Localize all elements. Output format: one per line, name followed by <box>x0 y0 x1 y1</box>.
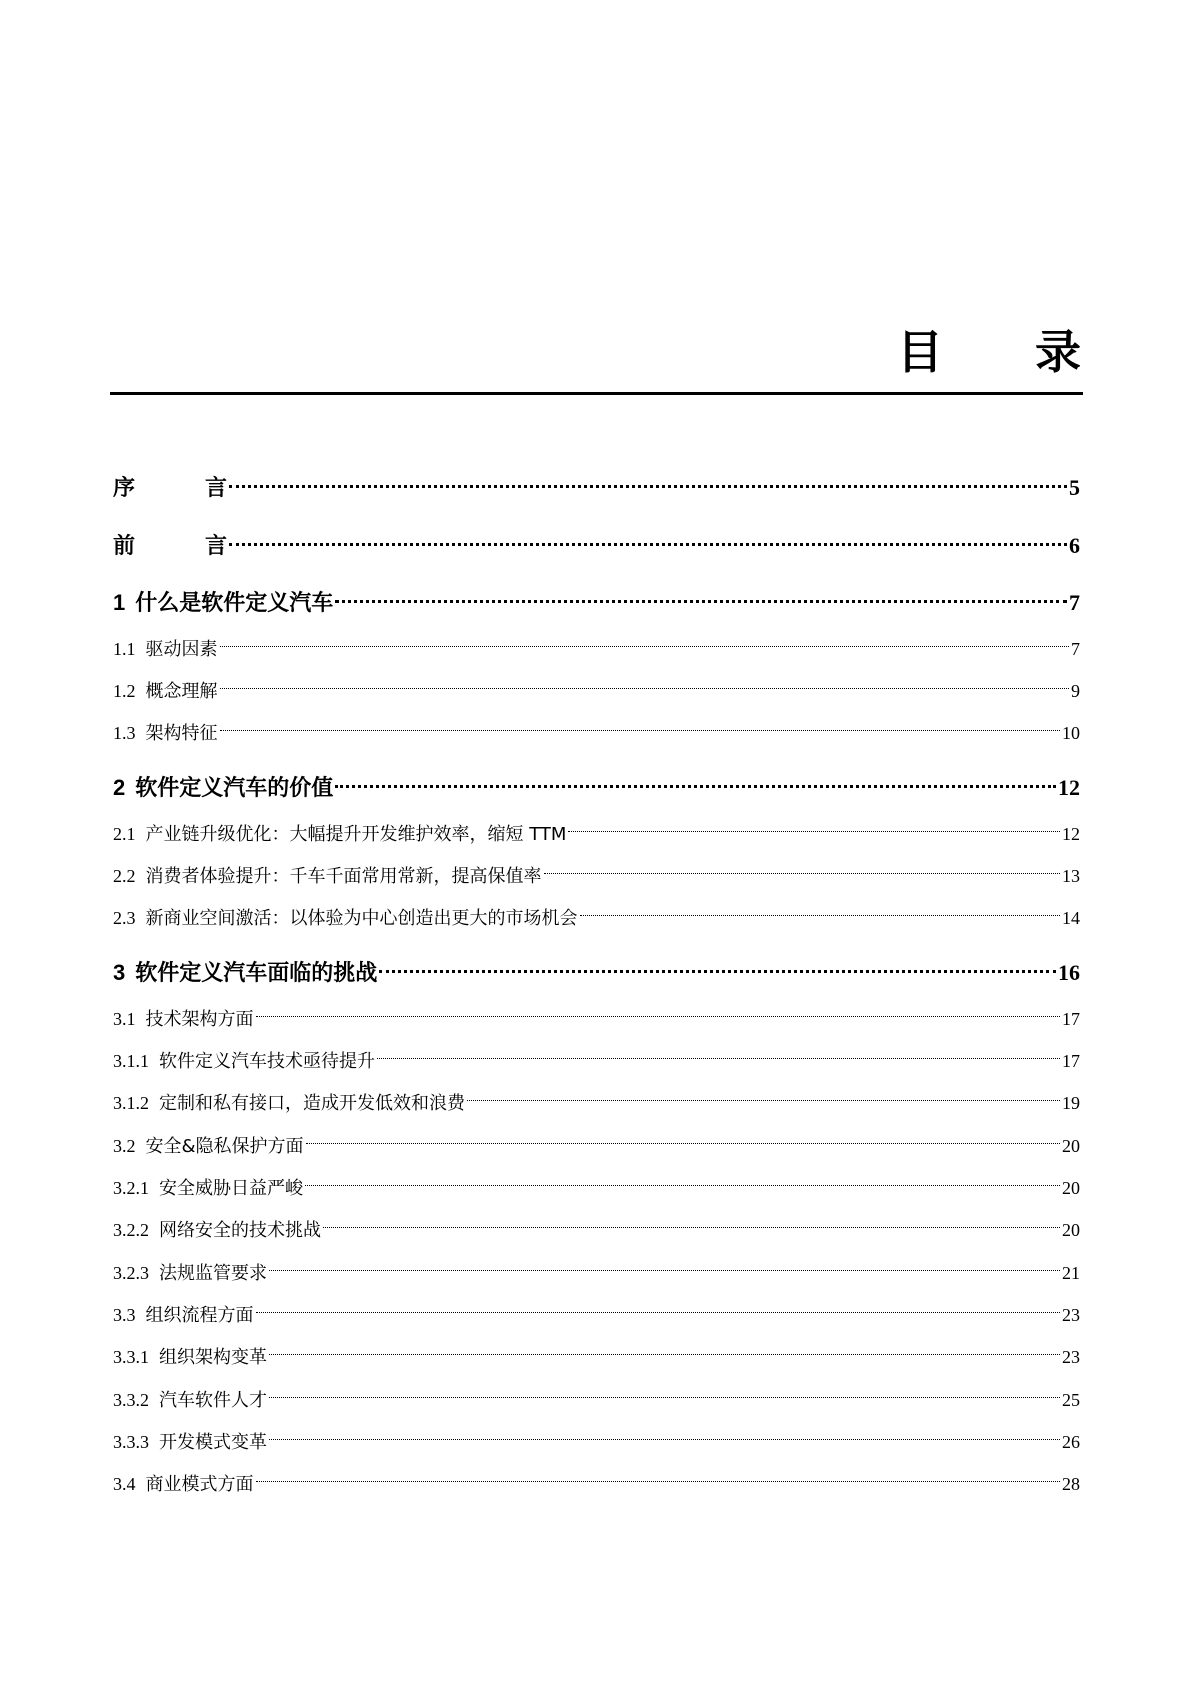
toc-entry-number: 1.2 <box>113 681 136 701</box>
toc-section-entry[interactable] <box>113 1077 1080 1114</box>
toc-dot-leader <box>269 1247 1060 1279</box>
toc-page-number: 20 <box>1062 1136 1080 1156</box>
toc-page-number: 21 <box>1062 1263 1080 1283</box>
toc-section-entry[interactable] <box>113 892 1080 929</box>
toc-section-entry[interactable] <box>113 1035 1080 1072</box>
toc-page-number: 23 <box>1062 1347 1080 1367</box>
toc-section-entry[interactable] <box>113 1458 1080 1495</box>
toc-dot-leader <box>220 665 1070 697</box>
toc-dot-leader <box>467 1077 1060 1109</box>
toc-page-number: 23 <box>1062 1305 1080 1325</box>
toc-page-number: 26 <box>1062 1432 1080 1452</box>
toc-entry-label: 什么是软件定义汽车 <box>135 591 334 616</box>
toc-entry-number: 1 <box>113 590 126 615</box>
toc-section-entry[interactable] <box>113 993 1080 1030</box>
toc-dot-leader <box>335 578 1067 610</box>
toc-entry-number: 3.1.1 <box>113 1051 149 1071</box>
toc-entry-label: 汽车软件人才 <box>159 1390 267 1411</box>
toc-entry-number: 3.1.2 <box>113 1093 149 1113</box>
toc-entry-label: 软件定义汽车的价值 <box>135 776 334 801</box>
toc-entry-label: 序 言 <box>113 476 252 501</box>
toc-entry-number: 3.3.1 <box>113 1347 149 1367</box>
toc-page-number: 16 <box>1058 960 1080 985</box>
toc-page-number: 28 <box>1062 1474 1080 1494</box>
toc-page-number: 20 <box>1062 1178 1080 1198</box>
toc-entry-label: 前 言 <box>113 534 252 559</box>
toc-section-entry[interactable] <box>113 1247 1080 1284</box>
toc-chapter-entry[interactable] <box>113 578 1080 616</box>
toc-entry-label: 驱动因素 <box>145 639 218 660</box>
toc-page-number: 20 <box>1062 1220 1080 1240</box>
toc-page-number: 9 <box>1071 681 1080 701</box>
toc-entry-label: 组织流程方面 <box>145 1305 254 1326</box>
toc-entry-number: 3.3 <box>113 1305 136 1325</box>
toc-section-entry[interactable] <box>113 1374 1080 1411</box>
toc-entry-number: 3.2.1 <box>113 1178 149 1198</box>
toc-page-number: 10 <box>1062 723 1080 743</box>
toc-dot-leader <box>580 892 1061 924</box>
toc-page-number: 25 <box>1062 1390 1080 1410</box>
toc-entry-label: 软件定义汽车面临的挑战 <box>135 961 378 986</box>
toc-entry-label: 法规监管要求 <box>159 1263 267 1284</box>
toc-entry-number: 3.2.3 <box>113 1263 149 1283</box>
toc-section-entry[interactable] <box>113 1162 1080 1199</box>
toc-dot-leader <box>269 1331 1060 1363</box>
toc-page-number: 7 <box>1071 639 1080 659</box>
toc-dot-leader <box>379 948 1056 980</box>
toc-entry-number: 3.2.2 <box>113 1220 149 1240</box>
toc-dot-leader <box>568 808 1060 840</box>
toc-entry-label: 产业链升级优化：大幅提升开发维护效率，缩短 TTM <box>145 824 567 845</box>
toc-entry-number: 2.3 <box>113 908 136 928</box>
toc-dot-leader <box>377 1035 1060 1067</box>
toc-dot-leader <box>220 707 1061 739</box>
toc-page-number: 14 <box>1062 908 1080 928</box>
toc-entry-number: 3.3.3 <box>113 1432 149 1452</box>
toc-page-number: 7 <box>1069 590 1080 615</box>
toc-entry-label: 新商业空间激活：以体验为中心创造出更大的市场机会 <box>145 908 578 929</box>
toc-section-entry[interactable] <box>113 623 1080 660</box>
toc-entry-number: 1.3 <box>113 723 136 743</box>
toc-dot-leader <box>306 1120 1060 1152</box>
toc-page-number: 17 <box>1062 1009 1080 1029</box>
toc-page-number: 6 <box>1069 533 1080 558</box>
toc-dot-leader <box>305 1162 1060 1194</box>
toc-dot-leader <box>229 463 1067 495</box>
toc-entry-number: 2.2 <box>113 866 136 886</box>
toc-dot-leader <box>269 1416 1060 1448</box>
toc-entry-label: 软件定义汽车技术亟待提升 <box>159 1051 375 1072</box>
toc-dot-leader <box>229 521 1067 553</box>
toc-dot-leader <box>220 623 1070 655</box>
toc-page-number: 12 <box>1062 824 1080 844</box>
toc-dot-leader <box>544 850 1061 882</box>
toc-entry-label: 商业模式方面 <box>145 1474 254 1495</box>
toc-entry-label: 安全&隐私保护方面 <box>145 1136 304 1157</box>
toc-section-entry[interactable] <box>113 1120 1080 1157</box>
toc-section-entry[interactable] <box>113 1289 1080 1326</box>
toc-entry-label: 架构特征 <box>145 723 218 744</box>
toc-entry-label: 定制和私有接口，造成开发低效和浪费 <box>159 1093 465 1114</box>
toc-dot-leader <box>335 763 1056 795</box>
toc-entry-label: 组织架构变革 <box>159 1347 267 1368</box>
toc-entry-label: 开发模式变革 <box>159 1432 267 1453</box>
toc-page-number: 13 <box>1062 866 1080 886</box>
toc-chapter-entry[interactable] <box>113 763 1080 801</box>
toc-dot-leader <box>323 1204 1060 1236</box>
toc-section-entry[interactable] <box>113 665 1080 702</box>
table-of-contents <box>113 0 1080 1683</box>
toc-page-number: 5 <box>1069 475 1080 500</box>
toc-page-number: 17 <box>1062 1051 1080 1071</box>
toc-dot-leader <box>256 1289 1061 1321</box>
toc-section-entry[interactable] <box>113 707 1080 744</box>
toc-section-entry[interactable] <box>113 1204 1080 1241</box>
toc-chapter-entry[interactable] <box>113 463 1080 501</box>
toc-chapter-entry[interactable] <box>113 521 1080 559</box>
toc-entry-label: 安全威胁日益严峻 <box>159 1178 303 1199</box>
toc-section-entry[interactable] <box>113 1331 1080 1368</box>
toc-entry-number: 2.1 <box>113 824 136 844</box>
toc-entry-label: 网络安全的技术挑战 <box>159 1220 321 1241</box>
toc-section-entry[interactable] <box>113 850 1080 887</box>
toc-entry-number: 3.4 <box>113 1474 136 1494</box>
toc-dot-leader <box>256 1458 1061 1490</box>
toc-entry-number: 2 <box>113 775 126 800</box>
page-title: 目 录 <box>896 325 1119 379</box>
toc-page-number: 12 <box>1058 775 1080 800</box>
toc-entry-number: 3.2 <box>113 1136 136 1156</box>
toc-section-entry[interactable] <box>113 808 1080 845</box>
toc-chapter-entry[interactable] <box>113 948 1080 986</box>
toc-entry-label: 概念理解 <box>145 681 218 702</box>
toc-entry-label: 技术架构方面 <box>145 1009 254 1030</box>
toc-entry-number: 3.1 <box>113 1009 136 1029</box>
toc-page-number: 19 <box>1062 1093 1080 1113</box>
toc-dot-leader <box>269 1374 1060 1406</box>
toc-entry-number: 3 <box>113 960 126 985</box>
toc-section-entry[interactable] <box>113 1416 1080 1453</box>
toc-entry-number: 1.1 <box>113 639 136 659</box>
toc-dot-leader <box>256 993 1061 1025</box>
toc-entry-number: 3.3.2 <box>113 1390 149 1410</box>
toc-entry-label: 消费者体验提升：千车千面常用常新，提高保值率 <box>145 866 542 887</box>
